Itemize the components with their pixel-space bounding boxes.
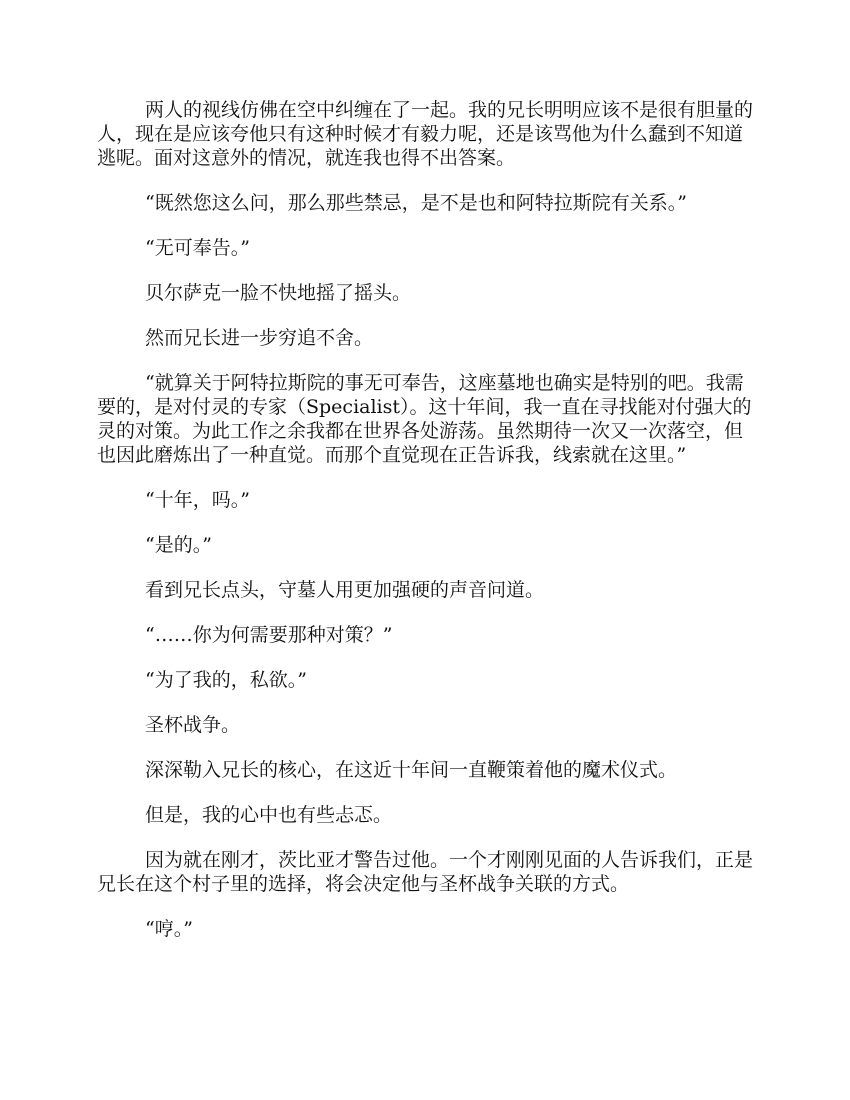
paragraph: 深深勒入兄长的核心，在这近十年间一直鞭策着他的魔术仪式。 bbox=[145, 759, 678, 781]
paragraph: 圣杯战争。 bbox=[145, 714, 241, 736]
paragraph: 但是，我的心中也有些忐忑。 bbox=[145, 804, 393, 826]
paragraph: 然而兄长进一步穷追不舍。 bbox=[145, 327, 374, 349]
paragraph: “既然您这么问，那么那些禁忌，是不是也和阿特拉斯院有关系。” bbox=[145, 192, 687, 214]
paragraph: “为了我的，私欲。” bbox=[145, 669, 307, 691]
document-body bbox=[97, 98, 753, 941]
paragraph: 看到兄长点头，守墓人用更加强硬的声音问道。 bbox=[145, 579, 545, 601]
paragraph: 因为就在刚才，茨比亚才警告过他。一个才刚刚见面的人告诉我们，正是兄长在这个村子里的选择，将会决定他与圣杯战争关联的方式。 bbox=[97, 849, 754, 895]
paragraph: “是的。” bbox=[145, 534, 212, 556]
paragraph: “十年，吗。” bbox=[145, 489, 250, 511]
paragraph: “哼。” bbox=[145, 918, 193, 940]
paragraph: “无可奉告。” bbox=[145, 237, 250, 259]
paragraph: “就算关于阿特拉斯院的事无可奉告，这座墓地也确实是特别的吧。我需要的，是对付灵的专家（Specialist）。这十年间，我一直在寻找能对付强大的灵的对策。为此工作之余我都在世界各处游荡。虽然期待一次又一次落空，但也因此磨炼出了一种直觉。而那个直觉现在正告诉我，线索就在这里。” bbox=[97, 372, 752, 466]
paragraph: 贝尔萨克一脸不快地摇了摇头。 bbox=[145, 282, 412, 304]
paragraph: “……你为何需要那种对策？” bbox=[145, 624, 393, 646]
paragraph: 两人的视线仿佛在空中纠缠在了一起。我的兄长明明应该不是很有胆量的人，现在是应该夸他只有这种时候才有毅力呢，还是该骂他为什么蠢到不知道逃呢。面对这意外的情况，就连我也得不出答案。 bbox=[97, 99, 754, 169]
